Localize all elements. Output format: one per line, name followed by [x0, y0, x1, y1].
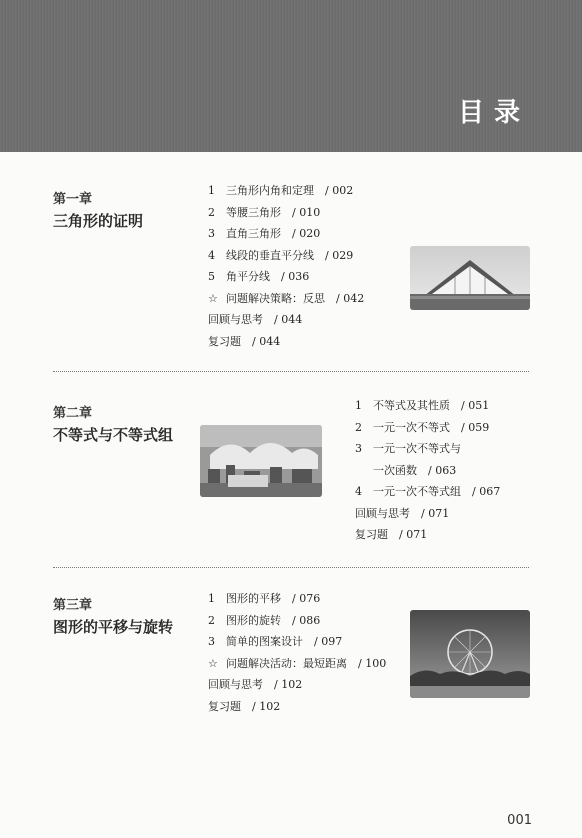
chapter-3-number: 第三章	[53, 598, 93, 613]
page-title: 目录	[457, 98, 530, 128]
toc-item[interactable]: 1 三角形内角和定理 / 002	[208, 184, 354, 197]
toc-item[interactable]: 回顾与思考 / 102	[208, 678, 303, 691]
chapter-1-number: 第一章	[53, 192, 93, 207]
toc-item[interactable]: 2 等腰三角形 / 010	[208, 205, 321, 219]
page-number: 001	[507, 813, 532, 828]
chapter-2-toc	[355, 395, 500, 546]
toc-item[interactable]: 复习题 / 044	[208, 334, 281, 348]
expo-photo	[200, 425, 322, 497]
toc-item[interactable]: 回顾与思考 / 071	[355, 506, 450, 520]
chapter-3-toc	[208, 588, 386, 717]
chapter-1-toc	[208, 180, 364, 352]
chapter-1-title: 三角形的证明	[53, 212, 144, 230]
roof-photo	[410, 246, 530, 310]
toc-item[interactable]: 复习题 / 102	[208, 699, 281, 713]
chapter-3-title: 图形的平移与旋转	[53, 618, 174, 636]
toc-item[interactable]: 3 直角三角形 / 020	[208, 227, 321, 240]
toc-item[interactable]: 2 图形的旋转 / 086	[208, 613, 321, 627]
toc-item[interactable]: 2 一元一次不等式 / 059	[355, 420, 490, 434]
toc-item[interactable]: 4 线段的垂直平分线 / 029	[208, 248, 354, 262]
toc-item[interactable]: 复习题 / 071	[355, 528, 428, 541]
toc-item[interactable]: 3 一元一次不等式与	[355, 442, 461, 455]
toc-item[interactable]: 1 不等式及其性质 / 051	[355, 399, 490, 412]
toc-item[interactable]: 1 图形的平移 / 076	[208, 592, 321, 605]
toc-item[interactable]: ☆ 问题解决活动：最短距离 / 100	[208, 656, 387, 670]
toc-item[interactable]: 4 一元一次不等式组 / 067	[355, 485, 501, 498]
toc-item[interactable]: 回顾与思考 / 044	[208, 313, 303, 326]
header-banner	[0, 0, 582, 152]
chapter-2-number: 第二章	[53, 406, 93, 421]
toc-item[interactable]: 3 简单的图案设计 / 097	[208, 635, 343, 648]
toc-item[interactable]: 一次函数 / 063	[373, 463, 457, 477]
divider	[53, 371, 529, 372]
ferris-wheel-photo	[410, 610, 530, 698]
divider	[53, 567, 529, 568]
chapter-2-title: 不等式与不等式组	[53, 426, 174, 444]
toc-item[interactable]: 5 角平分线 / 036	[208, 270, 310, 283]
toc-item[interactable]: ☆ 问题解决策略：反思 / 042	[208, 291, 365, 305]
